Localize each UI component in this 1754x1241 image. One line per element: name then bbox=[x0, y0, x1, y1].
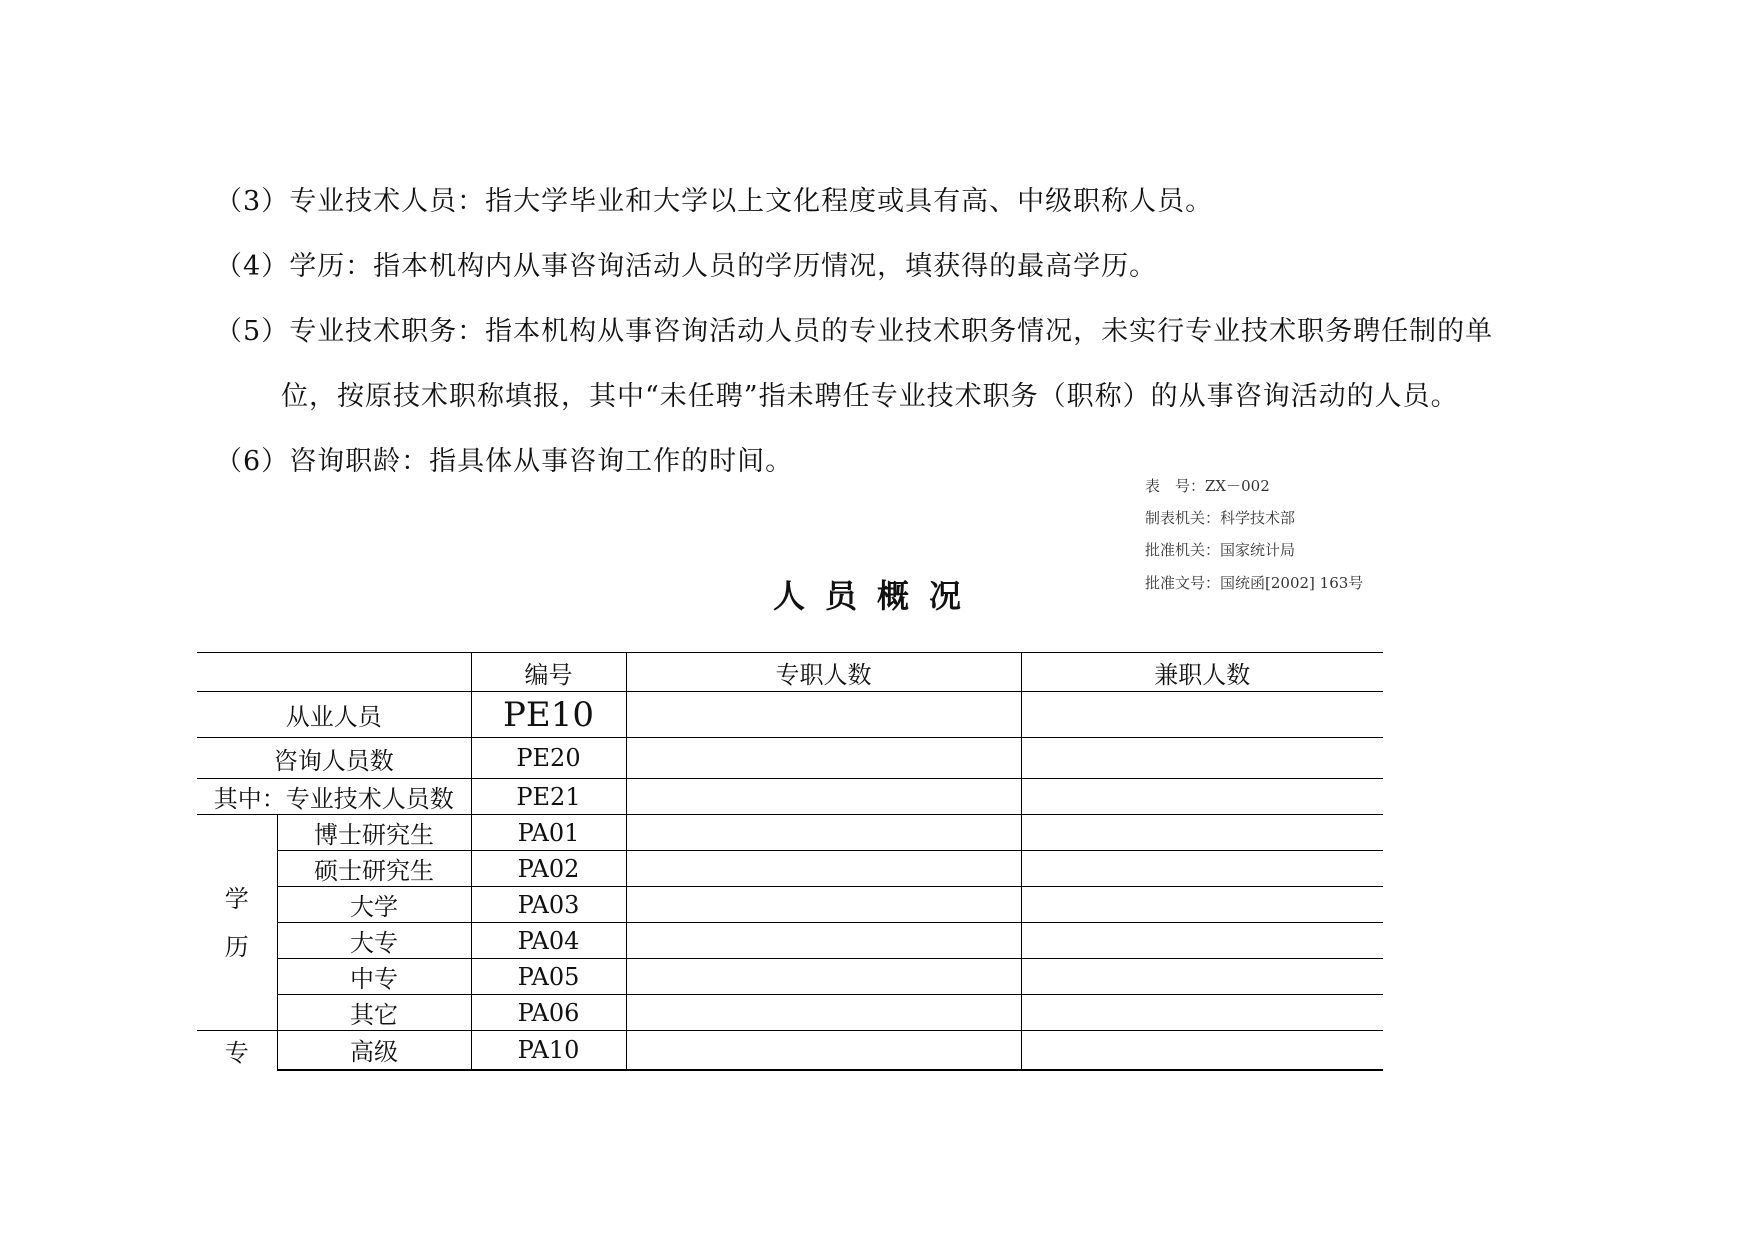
fulltime-input-cell[interactable] bbox=[626, 887, 1021, 923]
fulltime-input-cell[interactable] bbox=[626, 779, 1021, 815]
row-label: 硕士研究生 bbox=[277, 851, 471, 887]
note-6-num: （6） bbox=[215, 446, 290, 477]
parttime-input-cell[interactable] bbox=[1021, 815, 1383, 851]
fulltime-input-cell[interactable] bbox=[626, 851, 1021, 887]
row-code: PA04 bbox=[471, 923, 626, 959]
row-code: PA10 bbox=[471, 1031, 626, 1070]
table-row bbox=[197, 959, 1383, 995]
table-row bbox=[197, 1031, 1383, 1070]
row-label: 博士研究生 bbox=[277, 815, 471, 851]
table-row bbox=[197, 995, 1383, 1031]
parttime-input-cell[interactable] bbox=[1021, 738, 1383, 779]
table-row bbox=[197, 851, 1383, 887]
form-number: 表 号：ZX－002 bbox=[1145, 477, 1270, 495]
note-4-text: 学历：指本机构内从事咨询活动人员的学历情况，填获得的最高学历。 bbox=[289, 251, 1158, 282]
row-code: PA02 bbox=[471, 851, 626, 887]
note-6 bbox=[215, 445, 793, 479]
header-code: 编号 bbox=[471, 653, 626, 692]
note-3-text: 专业技术人员：指大学毕业和大学以上文化程度或具有高、中级职称人员。 bbox=[289, 186, 1214, 217]
note-5-num: （5） bbox=[215, 316, 290, 347]
parttime-input-cell[interactable] bbox=[1021, 851, 1383, 887]
parttime-input-cell[interactable] bbox=[1021, 923, 1383, 959]
fulltime-input-cell[interactable] bbox=[626, 923, 1021, 959]
table-row bbox=[197, 738, 1383, 779]
table-row bbox=[197, 692, 1383, 738]
table-row bbox=[197, 887, 1383, 923]
personnel-table bbox=[197, 652, 1383, 1071]
row-label: 其它 bbox=[277, 995, 471, 1031]
row-label: 大专 bbox=[277, 923, 471, 959]
table-title: 人员概况 bbox=[772, 577, 981, 615]
parttime-input-cell[interactable] bbox=[1021, 1031, 1383, 1070]
table-row bbox=[197, 815, 1383, 851]
row-code: PE10 bbox=[471, 692, 626, 738]
professional-group-label: 专 bbox=[197, 1031, 277, 1070]
header-blank-cell bbox=[197, 653, 471, 692]
fulltime-input-cell[interactable] bbox=[626, 959, 1021, 995]
row-label: 中专 bbox=[277, 959, 471, 995]
row-code: PE20 bbox=[471, 738, 626, 779]
fulltime-input-cell[interactable] bbox=[626, 995, 1021, 1031]
row-label: 其中：专业技术人员数 bbox=[197, 779, 471, 815]
row-label: 从业人员 bbox=[197, 692, 471, 738]
parttime-input-cell[interactable] bbox=[1021, 779, 1383, 815]
row-label: 高级 bbox=[277, 1031, 471, 1070]
parttime-input-cell[interactable] bbox=[1021, 692, 1383, 738]
header-fulltime: 专职人数 bbox=[626, 653, 1021, 692]
header-parttime: 兼职人数 bbox=[1021, 653, 1383, 692]
row-code: PA06 bbox=[471, 995, 626, 1031]
parttime-input-cell[interactable] bbox=[1021, 995, 1383, 1031]
row-label: 咨询人员数 bbox=[197, 738, 471, 779]
approval-document-number: 批准文号：国统函[2002] 163号 bbox=[1145, 574, 1364, 592]
table-row bbox=[197, 779, 1383, 815]
note-5 bbox=[215, 315, 1493, 349]
education-label-char-1: 学 bbox=[224, 884, 249, 913]
issuing-authority: 制表机关：科学技术部 bbox=[1145, 509, 1296, 527]
fulltime-input-cell[interactable] bbox=[626, 692, 1021, 738]
note-3 bbox=[215, 185, 1213, 219]
note-6-text: 咨询职龄：指具体从事咨询工作的时间。 bbox=[289, 446, 794, 477]
fulltime-input-cell[interactable] bbox=[626, 738, 1021, 779]
table-row bbox=[197, 923, 1383, 959]
education-label-char-2: 历 bbox=[224, 932, 249, 961]
note-4-num: （4） bbox=[215, 251, 290, 282]
parttime-input-cell[interactable] bbox=[1021, 887, 1383, 923]
note-5-continuation: 位，按原技术职称填报，其中“未任聘”指未聘任专业技术职务（职称）的从事咨询活动的人员。 bbox=[281, 381, 1459, 412]
row-code: PA03 bbox=[471, 887, 626, 923]
note-4 bbox=[215, 250, 1157, 284]
row-code: PA01 bbox=[471, 815, 626, 851]
note-5-text: 专业技术职务：指本机构从事咨询活动人员的专业技术职务情况，未实行专业技术职务聘任制的单 bbox=[289, 316, 1494, 347]
table-header-row bbox=[197, 653, 1383, 692]
row-label: 大学 bbox=[277, 887, 471, 923]
fulltime-input-cell[interactable] bbox=[626, 1031, 1021, 1070]
row-code: PA05 bbox=[471, 959, 626, 995]
row-code: PE21 bbox=[471, 779, 626, 815]
fulltime-input-cell[interactable] bbox=[626, 815, 1021, 851]
approving-authority: 批准机关：国家统计局 bbox=[1145, 541, 1296, 559]
education-group-label bbox=[197, 815, 277, 1031]
note-3-num: （3） bbox=[215, 186, 290, 217]
parttime-input-cell[interactable] bbox=[1021, 959, 1383, 995]
